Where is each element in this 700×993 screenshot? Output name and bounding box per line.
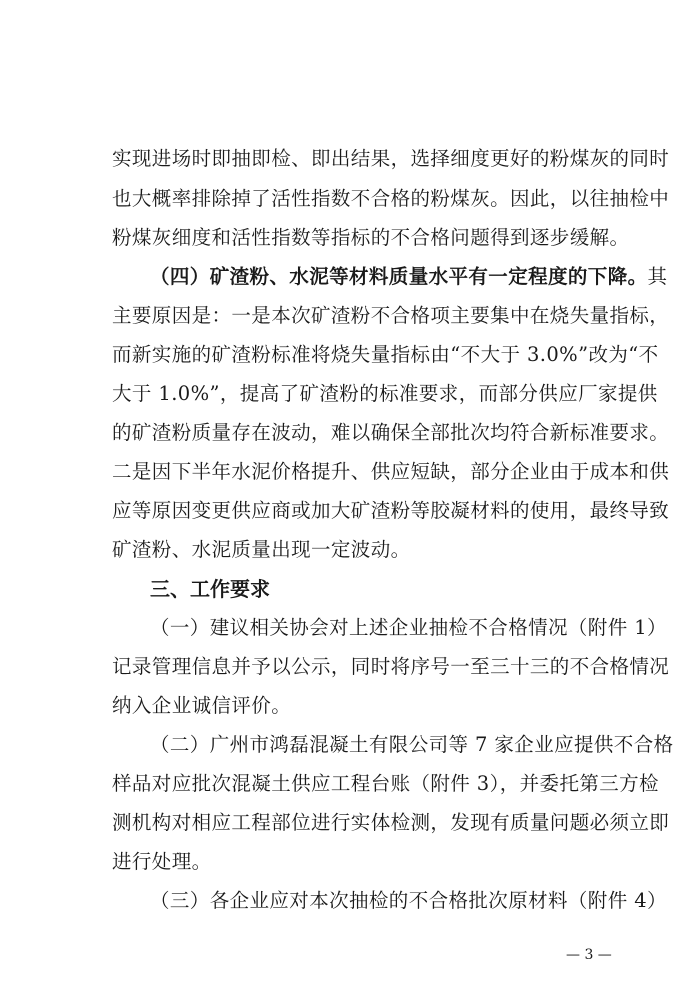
paragraph-line: 二是因下半年水泥价格提升、供应短缺，部分企业由于成本和供 xyxy=(112,460,670,483)
paragraph-line: 的矿渣粉质量存在波动，难以确保全部批次均符合新标准要求。 xyxy=(112,421,670,444)
paragraph-line: 实现进场时即抽即检、即出结果，选择细度更好的粉煤灰的同时 xyxy=(112,147,670,170)
paragraph-line: 大于 1.0%”，提高了矿渣粉的标准要求，而部分供应厂家提供 xyxy=(112,382,658,405)
requirement-one-first-line: （一）建议相关协会对上述企业抽检不合格情况（附件 1） xyxy=(150,616,667,639)
paragraph-line: 粉煤灰细度和活性指数等指标的不合格问题得到逐步缓解。 xyxy=(112,226,630,249)
section-three-title: 三、工作要求 xyxy=(150,577,270,601)
requirement-two-first-line: （二）广州市鸿磊混凝土有限公司等 7 家企业应提供不合格 xyxy=(150,733,674,756)
paragraph-line: 矿渣粉、水泥质量出现一定波动。 xyxy=(112,538,411,561)
paragraph-line: 也大概率排除掉了活性指数不合格的粉煤灰。因此，以往抽检中 xyxy=(112,187,670,210)
section-four-lead-tail: 其 xyxy=(647,265,668,288)
paragraph-line: 测机构对相应工程部位进行实体检测，发现有质量问题必须立即 xyxy=(112,811,670,834)
paragraph-line: 样品对应批次混凝土供应工程台账（附件 3），并委托第三方检 xyxy=(112,772,659,795)
paragraph-line: 纳入企业诚信评价。 xyxy=(112,694,292,717)
paragraph-line: 主要原因是：一是本次矿渣粉不合格项主要集中在烧失量指标， xyxy=(112,304,670,327)
paragraph-line: 记录管理信息并予以公示，同时将序号一至三十三的不合格情况 xyxy=(112,655,670,678)
page-number: — 3 — xyxy=(566,947,612,963)
section-four-heading: （四）矿渣粉、水泥等材料质量水平有一定程度的下降。 xyxy=(150,265,648,288)
paragraph-line: 而新实施的矿渣粉标准将烧失量指标由“不大于 3.0%”改为“不 xyxy=(112,343,659,366)
requirement-three-first-line: （三）各企业应对本次抽检的不合格批次原材料（附件 4） xyxy=(150,889,667,912)
paragraph-line: 应等原因变更供应商或加大矿渣粉等胶凝材料的使用，最终导致 xyxy=(112,499,670,522)
section-four-first-line xyxy=(150,263,668,291)
paragraph-line: 进行处理。 xyxy=(112,850,212,873)
